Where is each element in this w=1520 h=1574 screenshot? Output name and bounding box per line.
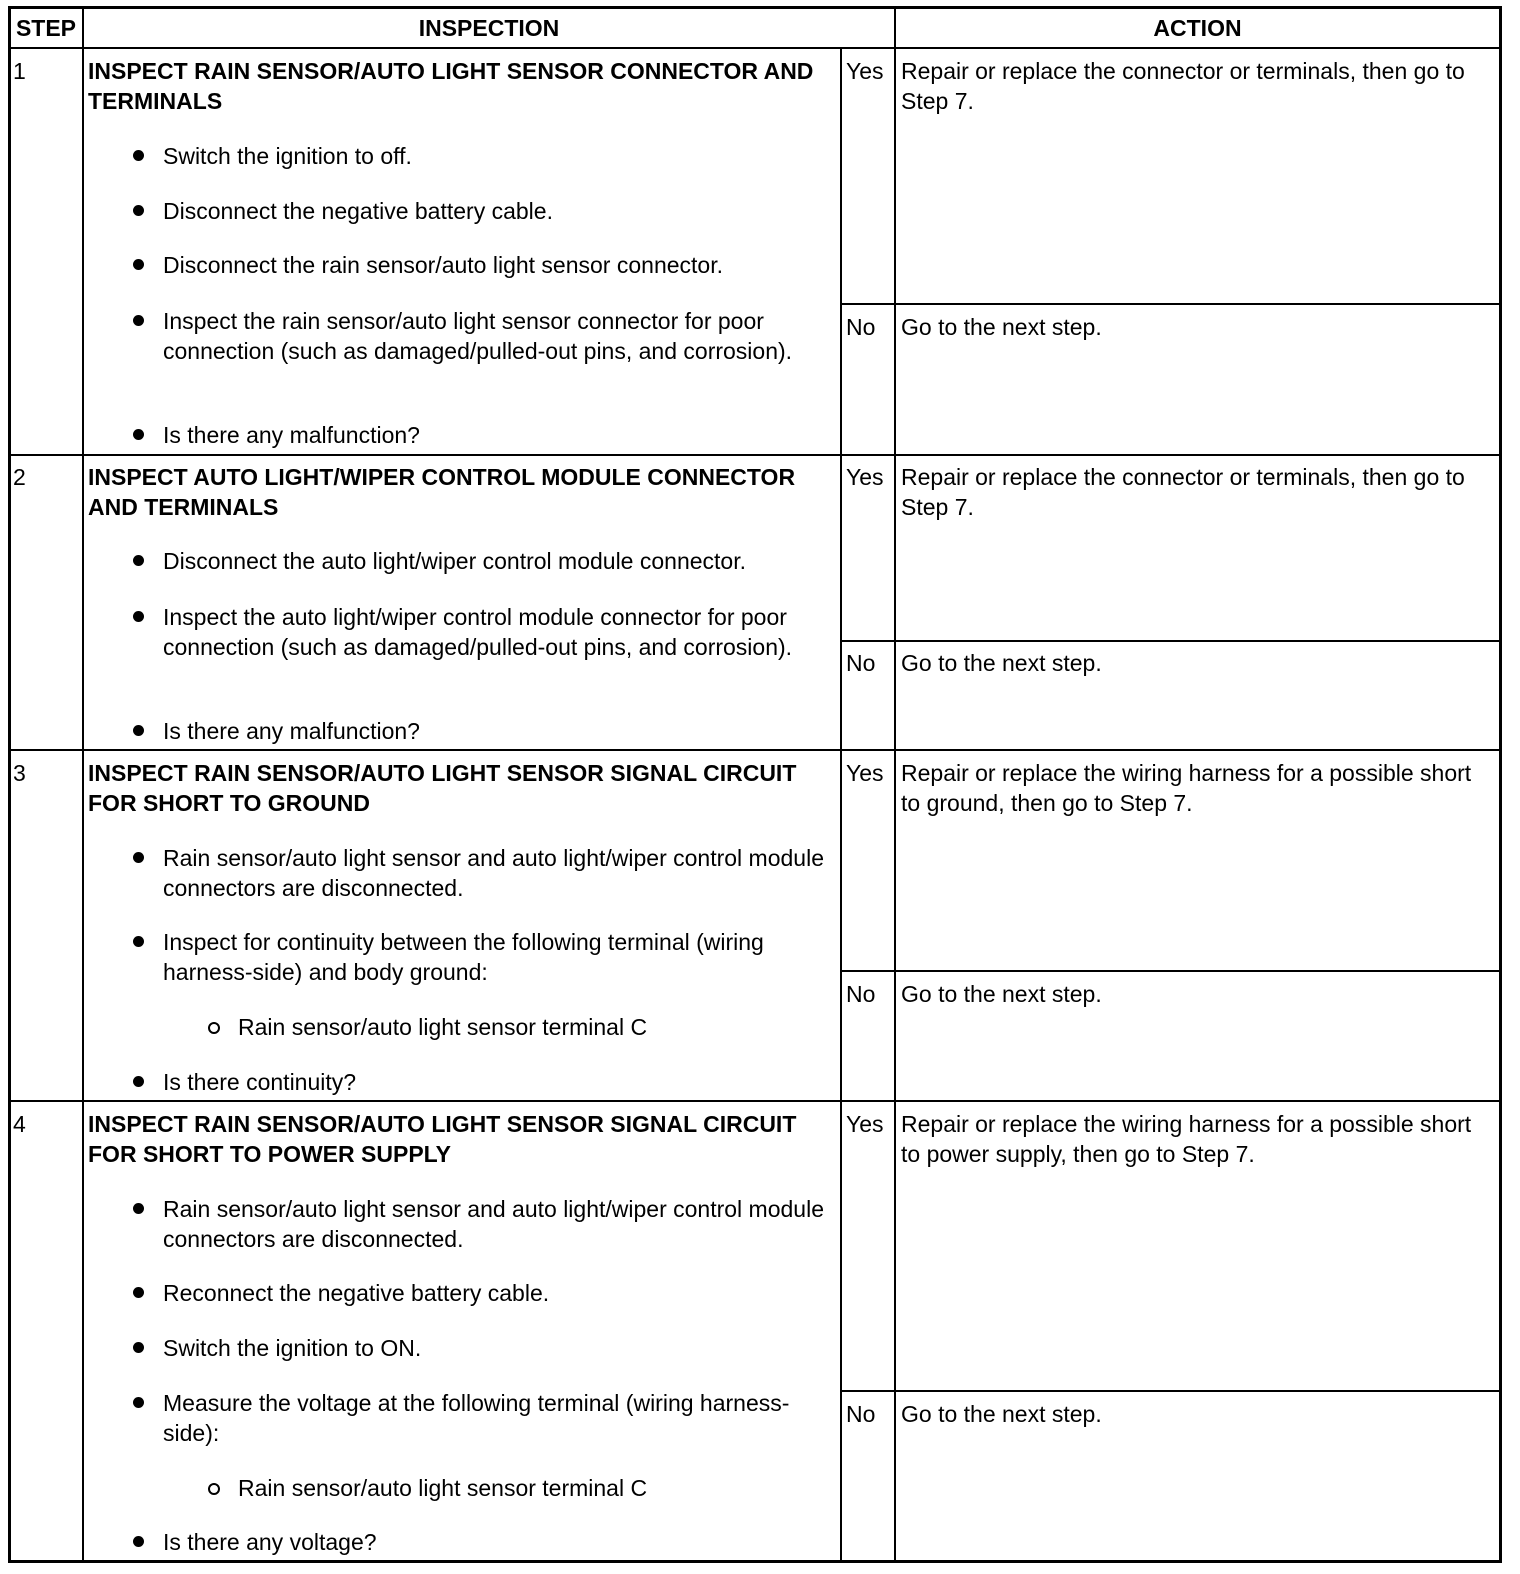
- row-sep-2: [8, 749, 1502, 751]
- list-item: Inspect for continuity between the following terminal (wiring harness-side) and body ground:: [163, 927, 833, 987]
- bullet-icon: [133, 1342, 144, 1353]
- step-number: 2: [13, 464, 26, 490]
- yes-action: Repair or replace the connector or terminals, then go to Step 7.: [901, 58, 1465, 114]
- yes-label: Yes: [846, 760, 884, 786]
- step-number: 3: [13, 760, 26, 786]
- table-border-right: [1499, 6, 1502, 1563]
- no-label: No: [846, 650, 876, 676]
- yes-action: Repair or replace the wiring harness for a possible short to ground, then go to Step 7.: [901, 760, 1472, 816]
- no-action: Go to the next step.: [901, 650, 1102, 676]
- step-number: 4: [13, 1111, 26, 1137]
- col-sep-yn: [840, 48, 842, 1563]
- bullet-icon: [133, 1536, 144, 1547]
- no-action: Go to the next step.: [901, 1401, 1102, 1427]
- bullet-icon: [133, 1397, 144, 1408]
- header-row-sep: [8, 47, 1502, 49]
- yn-sep-1: [840, 303, 1502, 305]
- bullet-icon: [133, 150, 144, 161]
- col-sep-step: [82, 6, 84, 1563]
- bullet-icon: [133, 1076, 144, 1087]
- list-item: Disconnect the negative battery cable.: [163, 196, 833, 226]
- yes-action: Repair or replace the connector or terminals, then go to Step 7.: [901, 464, 1465, 520]
- step-title: INSPECT RAIN SENSOR/AUTO LIGHT SENSOR SIGNAL CIRCUIT FOR SHORT TO GROUND: [88, 760, 797, 816]
- bullet-icon: [133, 429, 144, 440]
- list-item: Rain sensor/auto light sensor and auto light/wiper control module connectors are disconnected.: [163, 843, 833, 903]
- bullet-icon: [133, 555, 144, 566]
- no-action: Go to the next step.: [901, 314, 1102, 340]
- list-item: Switch the ignition to off.: [163, 141, 833, 171]
- no-label: No: [846, 314, 876, 340]
- step-title: INSPECT AUTO LIGHT/WIPER CONTROL MODULE CONNECTOR AND TERMINALS: [88, 464, 796, 520]
- bullet-icon: [133, 725, 144, 736]
- sub-bullet-icon: [208, 1022, 220, 1034]
- table-border-bottom: [8, 1560, 1502, 1563]
- bullet-icon: [133, 315, 144, 326]
- header-step: STEP: [15, 15, 77, 41]
- bullet-icon: [133, 1287, 144, 1298]
- yn-sep-4: [840, 1390, 1502, 1392]
- bullet-icon: [133, 205, 144, 216]
- no-label: No: [846, 981, 876, 1007]
- yes-action: Repair or replace the wiring harness for a possible short to power supply, then go to Step 7.: [901, 1111, 1472, 1167]
- col-sep-action: [894, 6, 896, 1563]
- list-item: Inspect the auto light/wiper control module connector for poor connection (such as damaged/pulled-out pins, and corrosion).: [163, 602, 833, 662]
- no-action: Go to the next step.: [901, 981, 1102, 1007]
- sub-list-item: Rain sensor/auto light sensor terminal C: [238, 1012, 833, 1042]
- header-inspection: INSPECTION: [418, 15, 560, 41]
- yn-sep-3: [840, 970, 1502, 972]
- sub-bullet-icon: [208, 1483, 220, 1495]
- row-sep-3: [8, 1100, 1502, 1102]
- bullet-icon: [133, 1203, 144, 1214]
- step-title: INSPECT RAIN SENSOR/AUTO LIGHT SENSOR SIGNAL CIRCUIT FOR SHORT TO POWER SUPPLY: [88, 1111, 797, 1167]
- bullet-icon: [133, 936, 144, 947]
- yes-label: Yes: [846, 1111, 884, 1137]
- bullet-icon: [133, 611, 144, 622]
- list-item: Is there any malfunction?: [163, 420, 833, 450]
- yes-label: Yes: [846, 58, 884, 84]
- list-item: Measure the voltage at the following terminal (wiring harness-side):: [163, 1388, 833, 1448]
- list-item: Disconnect the auto light/wiper control module connector.: [163, 546, 833, 576]
- list-item: Is there continuity?: [163, 1067, 833, 1097]
- table-border-left: [8, 6, 11, 1563]
- list-item: Inspect the rain sensor/auto light sensor connector for poor connection (such as damaged/pulled-out pins, and corrosion).: [163, 306, 833, 366]
- yes-label: Yes: [846, 464, 884, 490]
- step-number: 1: [13, 58, 26, 84]
- list-item: Is there any malfunction?: [163, 716, 833, 746]
- list-item: Switch the ignition to ON.: [163, 1333, 833, 1363]
- step-title: INSPECT RAIN SENSOR/AUTO LIGHT SENSOR CONNECTOR AND TERMINALS: [88, 58, 814, 114]
- no-label: No: [846, 1401, 876, 1427]
- list-item: Rain sensor/auto light sensor and auto light/wiper control module connectors are disconnected.: [163, 1194, 833, 1254]
- list-item: Disconnect the rain sensor/auto light sensor connector.: [163, 250, 833, 280]
- sub-list-item: Rain sensor/auto light sensor terminal C: [238, 1473, 833, 1503]
- bullet-icon: [133, 852, 144, 863]
- row-sep-1: [8, 454, 1502, 456]
- header-action: ACTION: [1153, 15, 1242, 41]
- bullet-icon: [133, 259, 144, 270]
- table-border-top: [8, 6, 1502, 9]
- list-item: Is there any voltage?: [163, 1527, 833, 1557]
- yn-sep-2: [840, 640, 1502, 642]
- list-item: Reconnect the negative battery cable.: [163, 1278, 833, 1308]
